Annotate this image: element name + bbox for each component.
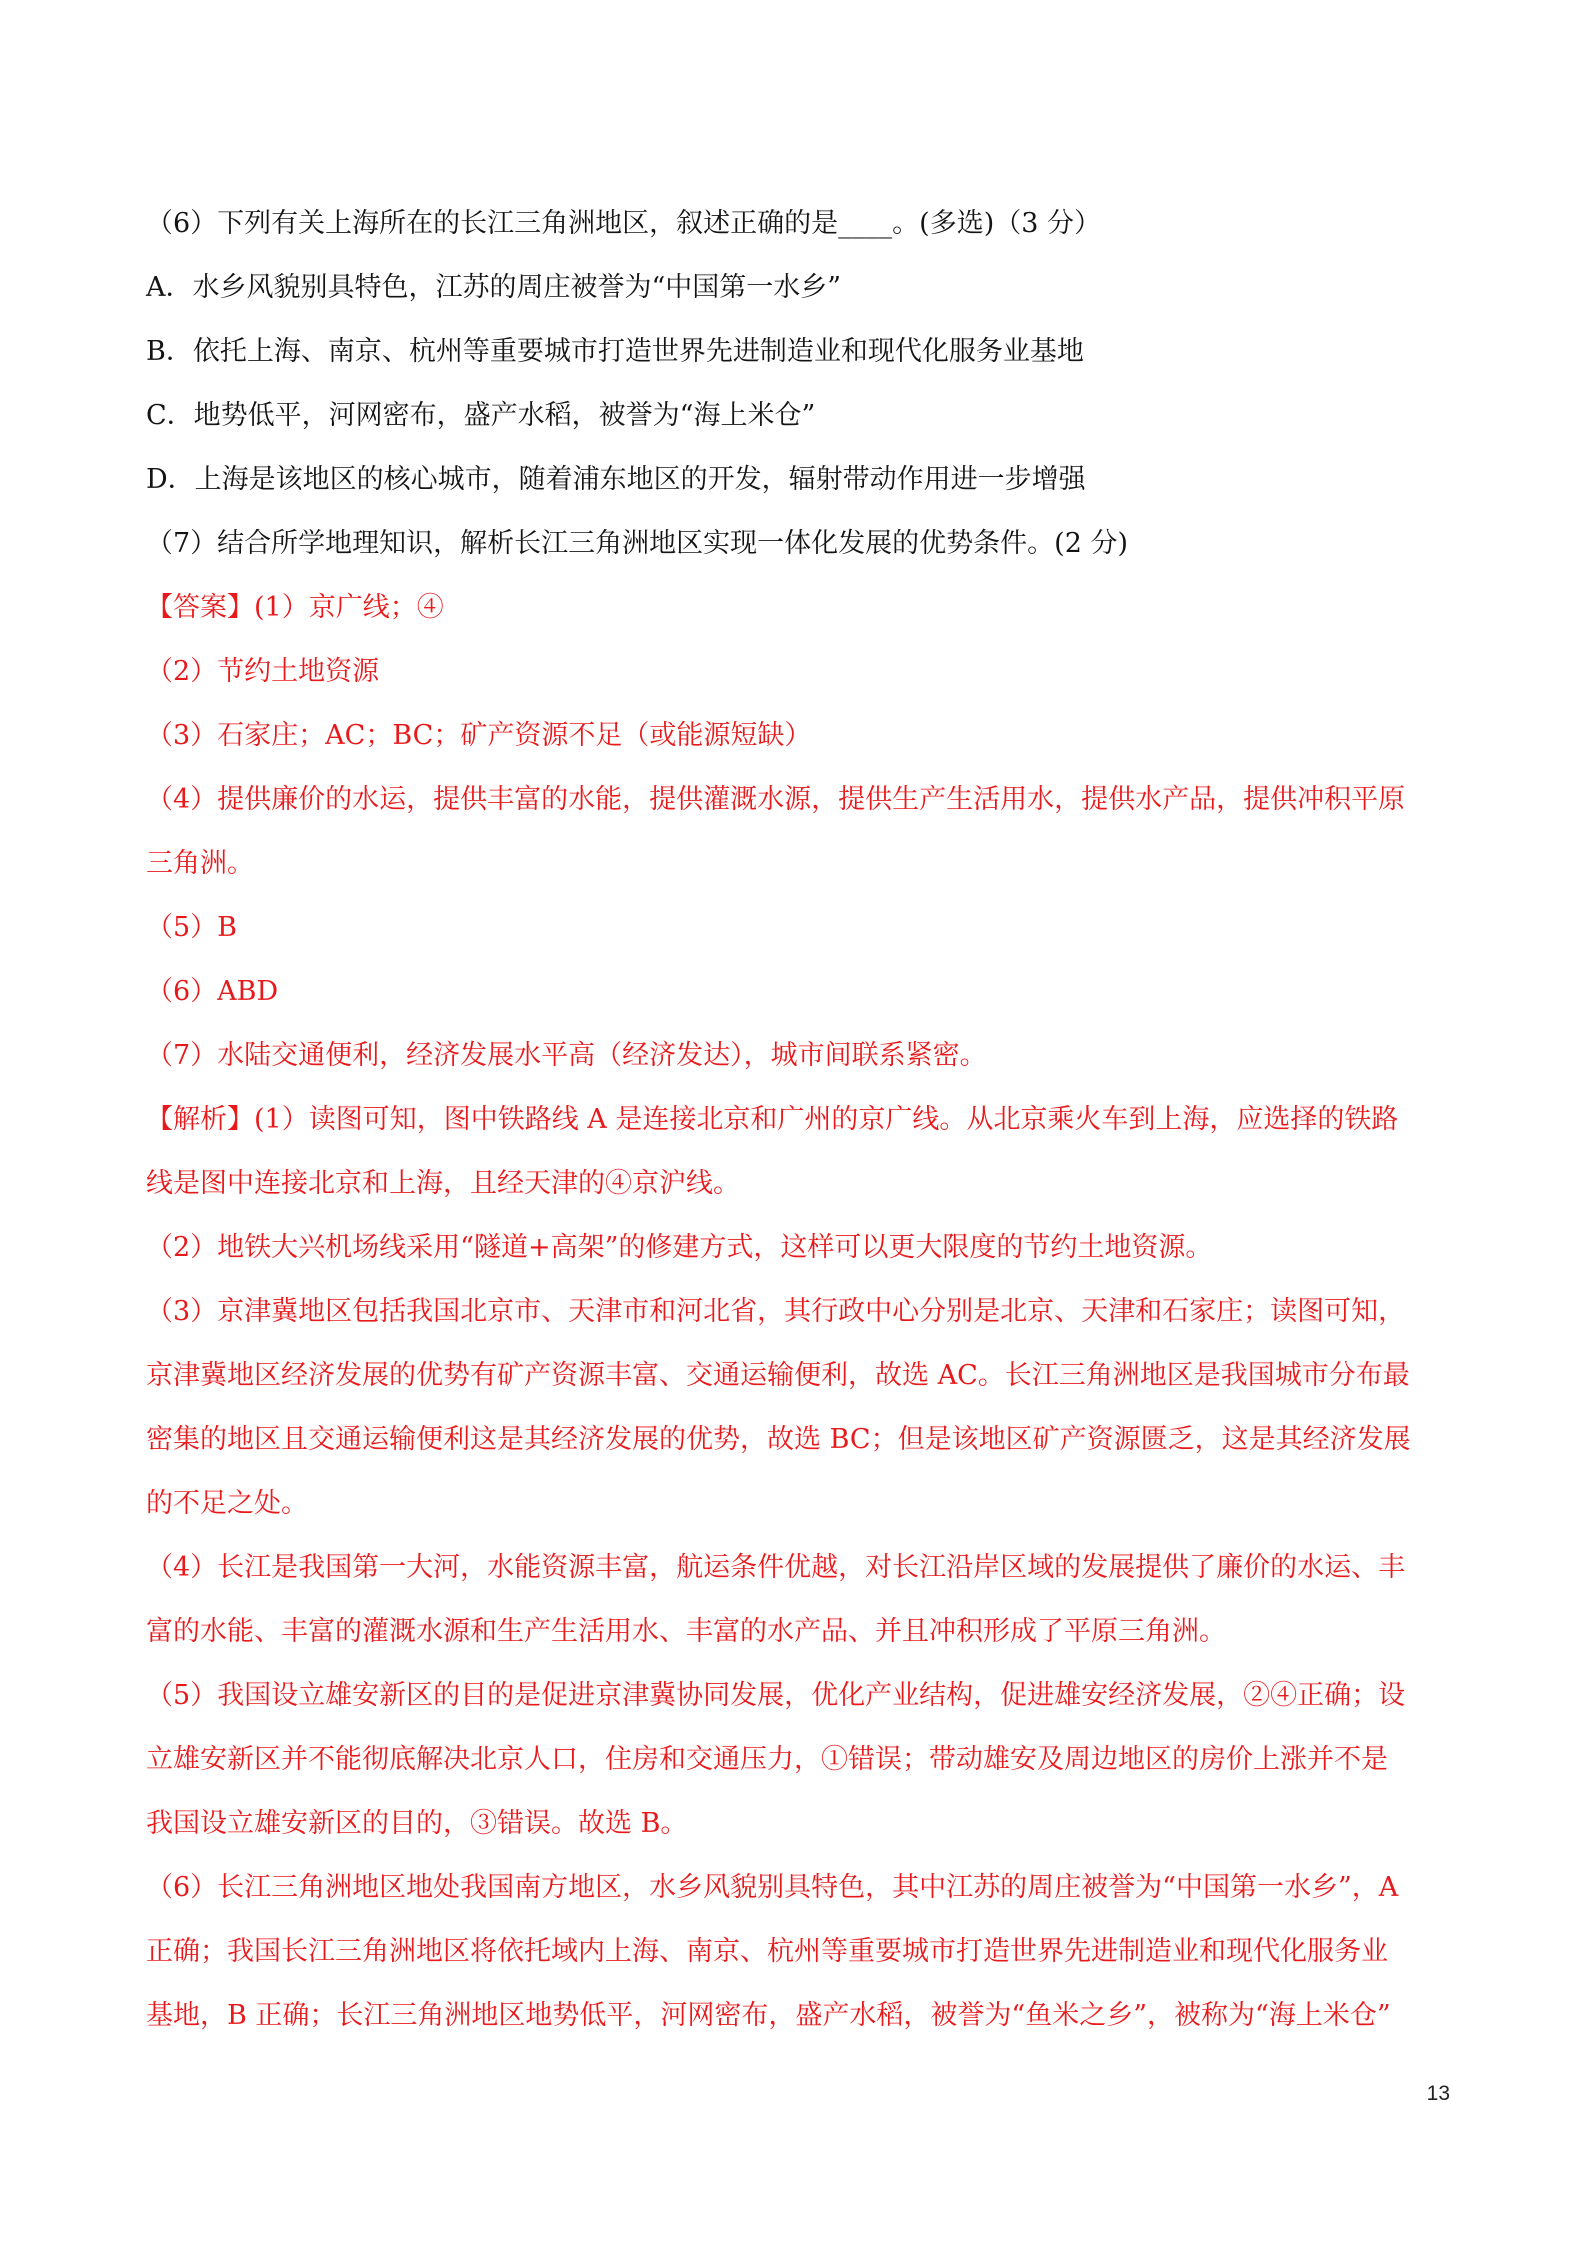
analysis-line-5: 京津冀地区经济发展的优势有矿产资源丰富、交通运输便利，故选 AC。长江三角洲地区是我国城市分布最: [146, 1360, 1410, 1391]
answer-line-6: （5）B: [146, 912, 238, 943]
analysis-line-8: （4）长江是我国第一大河，水能资源丰富，航运条件优越，对长江沿岸区域的发展提供了廉价的水运、丰: [146, 1552, 1406, 1583]
option-d: D．上海是该地区的核心城市，随着浦东地区的开发，辐射带动作用进一步增强: [146, 464, 1086, 495]
question-6: （6）下列有关上海所在的长江三角洲地区，叙述正确的是____。(多选)（3 分）: [146, 208, 1102, 239]
answer-line-4: （4）提供廉价的水运，提供丰富的水能，提供灌溉水源，提供生产生活用水，提供水产品，提供冲积平原: [146, 784, 1406, 815]
analysis-line-4: （3）京津冀地区包括我国北京市、天津市和河北省，其行政中心分别是北京、天津和石家庄；读图可知，: [146, 1296, 1406, 1327]
analysis-line-15: 基地，B 正确；长江三角洲地区地势低平，河网密布，盛产水稻，被誉为“鱼米之乡”，被称为“海上米仓”: [146, 2000, 1391, 2031]
analysis-line-3: （2）地铁大兴机场线采用“隧道+高架”的修建方式，这样可以更大限度的节约土地资源。: [146, 1232, 1213, 1263]
option-c: C．地势低平，河网密布，盛产水稻，被誉为“海上米仓”: [146, 400, 816, 431]
page-number: 13: [1426, 2082, 1450, 2105]
answer-line-3: （3）石家庄；AC；BC；矿产资源不足（或能源短缺）: [146, 720, 812, 751]
analysis-line-1: 【解析】(1）读图可知，图中铁路线 A 是连接北京和广州的京广线。从北京乘火车到上海，应选择的铁路: [146, 1104, 1399, 1135]
analysis-line-2: 线是图中连接北京和上海，且经天津的④京沪线。: [146, 1168, 740, 1199]
analysis-line-11: 立雄安新区并不能彻底解决北京人口，住房和交通压力，①错误；带动雄安及周边地区的房价上涨并不是: [146, 1744, 1388, 1775]
analysis-line-13: （6）长江三角洲地区地处我国南方地区，水乡风貌别具特色，其中江苏的周庄被誉为“中国第一水乡”，A: [146, 1872, 1399, 1903]
analysis-line-14: 正确；我国长江三角洲地区将依托域内上海、南京、杭州等重要城市打造世界先进制造业和现代化服务业: [146, 1936, 1388, 1967]
question-7: （7）结合所学地理知识，解析长江三角洲地区实现一体化发展的优势条件。(2 分): [146, 528, 1129, 559]
analysis-line-9: 富的水能、丰富的灌溉水源和生产生活用水、丰富的水产品、并且冲积形成了平原三角洲。: [146, 1616, 1226, 1647]
option-a: A．水乡风貌别具特色，江苏的周庄被誉为“中国第一水乡”: [146, 272, 842, 303]
analysis-line-7: 的不足之处。: [146, 1488, 308, 1519]
answer-line-5: 三角洲。: [146, 848, 254, 879]
answer-line-1: 【答案】(1）京广线；④: [146, 592, 444, 623]
analysis-line-10: （5）我国设立雄安新区的目的是促进京津冀协同发展，优化产业结构，促进雄安经济发展，②④正确；设: [146, 1680, 1406, 1711]
analysis-line-12: 我国设立雄安新区的目的，③错误。故选 B。: [146, 1808, 688, 1839]
analysis-line-6: 密集的地区且交通运输便利这是其经济发展的优势，故选 BC；但是该地区矿产资源匮乏，这是其经济发展: [146, 1424, 1411, 1455]
answer-line-7: （6）ABD: [146, 976, 279, 1007]
answer-line-8: （7）水陆交通便利，经济发展水平高（经济发达），城市间联系紧密。: [146, 1040, 987, 1071]
answer-line-2: （2）节约土地资源: [146, 656, 380, 687]
option-b: B．依托上海、南京、杭州等重要城市打造世界先进制造业和现代化服务业基地: [146, 336, 1084, 367]
